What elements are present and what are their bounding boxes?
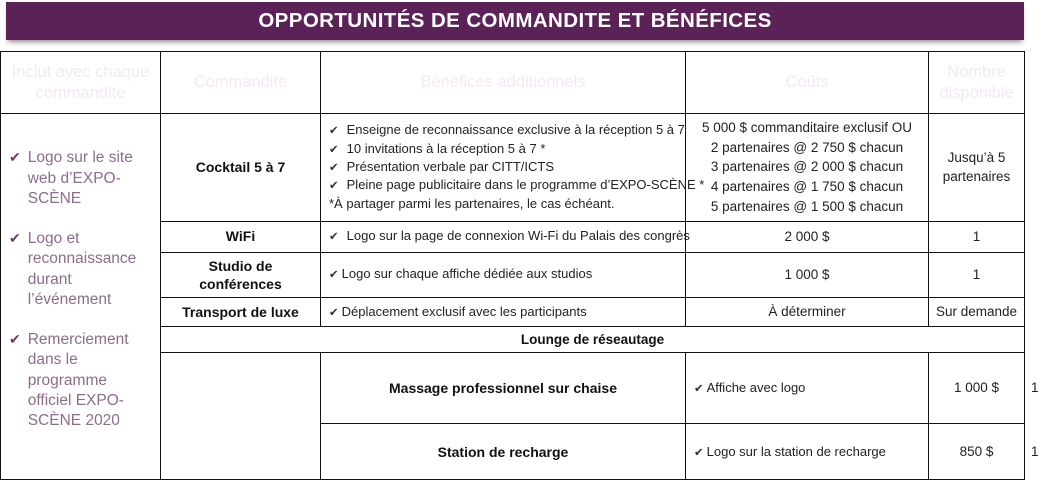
check-icon: ✔	[9, 229, 21, 246]
sponsorship-table	[0, 51, 1039, 480]
check-icon: ✔	[329, 180, 339, 193]
cost-cell: À déterminer	[686, 297, 929, 326]
cost-cell: 850 $	[929, 424, 1025, 480]
list-item	[329, 265, 679, 283]
package-name: Massage professionnel sur chaise	[321, 353, 686, 424]
benefits-cell	[321, 221, 690, 252]
list-item	[329, 158, 679, 176]
quantity-cell: 1	[929, 252, 1025, 297]
benefits-list	[694, 379, 922, 397]
benefit-text: Enseigne de reconnaissance exclusive à la réception 5 à 7	[346, 122, 685, 138]
cost-line: 5 000 $ commanditaire exclusif OU	[701, 120, 913, 135]
section-banner: Lounge de réseautage	[161, 327, 1025, 353]
package-name: Studio de conférences	[161, 252, 321, 297]
column-header-sponsorship: Commandite	[161, 52, 321, 114]
package-name: WiFi	[161, 221, 321, 252]
includes-list	[9, 148, 152, 431]
check-icon: ✔	[329, 125, 339, 138]
column-header-costs: Coûts	[686, 52, 929, 114]
title-banner	[6, 2, 1024, 40]
column-header-benefits: Bénéfices additionnels	[321, 52, 686, 114]
check-icon: ✔	[9, 330, 21, 347]
check-icon: ✔	[694, 383, 704, 396]
accent-bar	[161, 353, 321, 480]
benefit-text: Logo sur la page de connexion Wi-Fi du Palais des congrès	[346, 228, 690, 244]
list-item	[329, 303, 679, 321]
quantity-cell: Sur demande	[929, 297, 1025, 326]
quantity-cell: Jusqu’à 5 partenaires	[929, 114, 1025, 222]
list-item	[694, 379, 922, 397]
list-item	[329, 140, 679, 158]
sponsorship-table-container	[0, 51, 1039, 460]
cost-line: 2 partenaires @ 2 750 $ chacun	[710, 139, 904, 155]
list-item	[329, 121, 685, 139]
benefits-footnote: *À partager parmi les partenaires, le cas échéant.	[329, 195, 615, 211]
benefits-cell	[686, 353, 929, 424]
benefits-list	[329, 227, 690, 245]
benefits-cell	[686, 424, 929, 480]
table-row: Station de recharge ✔ Logo sur la station de recharge 850 $ 1	[1, 424, 1025, 480]
quantity-cell: 1	[929, 221, 1025, 252]
benefits-cell	[321, 252, 686, 297]
check-icon: ✔	[329, 143, 339, 156]
benefits-cell	[321, 114, 705, 222]
benefit-text: Affiche avec logo	[706, 380, 806, 396]
include-text: Logo et reconnaissance durant l’événement	[27, 229, 137, 309]
benefits-cell	[321, 297, 686, 326]
include-text: Remerciement dans le programme officiel EXPO-SCÈNE 2020	[27, 330, 129, 430]
package-name: Cocktail 5 à 7	[161, 114, 321, 222]
table-row: Massage professionnel sur chaise ✔ Affiche avec logo 1 000 $ 1	[1, 353, 1025, 424]
benefit-text: Pleine page publicitaire dans le programme d’EXPO-SCÈNE *	[346, 177, 705, 193]
list-item	[694, 443, 922, 461]
benefit-text: Logo sur chaque affiche dédiée aux studios	[341, 266, 593, 282]
cost-cell: 1 000 $	[686, 252, 929, 297]
list-item	[329, 227, 690, 245]
benefit-text: 10 invitations à la réception 5 à 7 *	[346, 140, 546, 156]
cost-line: 5 partenaires @ 1 500 $ chacun	[710, 198, 904, 214]
benefits-list	[329, 265, 679, 283]
check-icon: ✔	[694, 446, 704, 459]
page-title: OPPORTUNITÉS DE COMMANDITE ET BÉNÉFICES	[258, 9, 772, 32]
check-icon: ✔	[329, 269, 339, 282]
cost-line: 4 partenaires @ 1 750 $ chacun	[710, 179, 904, 195]
list-item	[9, 148, 152, 209]
check-icon: ✔	[329, 162, 339, 175]
check-icon: ✔	[329, 306, 339, 319]
list-item	[329, 176, 705, 194]
cost-lines	[702, 118, 912, 217]
benefit-text: Logo sur la station de recharge	[706, 443, 886, 459]
table-header-row	[1, 52, 1025, 114]
column-header-includes: Inclut avec chaque commandite	[1, 52, 161, 114]
cost-cell: 2 000 $	[686, 221, 929, 252]
check-icon: ✔	[9, 149, 21, 166]
list-item	[9, 330, 152, 432]
includes-sidebar	[1, 114, 161, 480]
benefit-text: Déplacement exclusif avec les participants	[341, 303, 587, 319]
include-text: Logo sur le site web d’EXPO-SCÈNE	[27, 149, 133, 208]
table-row	[1, 114, 1025, 222]
benefit-text: Présentation verbale par CITT/ICTS	[346, 159, 554, 175]
cost-cell	[686, 114, 929, 222]
package-name: Transport de luxe	[161, 297, 321, 326]
benefits-list	[694, 443, 922, 461]
column-header-quantity: Nombre disponible	[929, 52, 1025, 114]
list-item	[9, 229, 152, 311]
cost-cell: 1 000 $	[929, 353, 1025, 424]
cost-line: 3 partenaires @ 2 000 $ chacun	[710, 159, 904, 175]
benefits-list	[329, 121, 705, 195]
package-name: Station de recharge	[321, 424, 686, 480]
check-icon: ✔	[329, 231, 339, 244]
benefits-list	[329, 303, 679, 321]
